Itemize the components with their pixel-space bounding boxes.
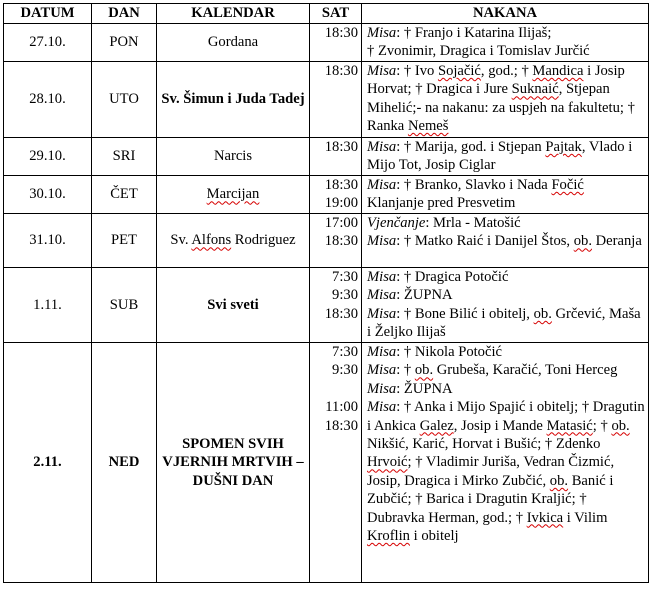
row-date: 30.10. bbox=[4, 176, 92, 214]
table-row bbox=[4, 62, 649, 138]
intention-text: : † Anka i Mijo Spajić i obitelj; † Dragutin i Ankica Galez, Josip i Mande Matasić; † ob. Nikšić, Karić, Horvat i Bušić; † Zdenko Hrvoić; † Vladimir Juriša, Vedran Čizmić, Josip, Dragica i Mirko Zubčić, ob. Banić i Zubčić; † Barica i Dragutin Kraljić; † Dubravka Herman, god.; † Ivkica i Vilim Kroflin i obitelj bbox=[367, 399, 645, 545]
row-day: PON bbox=[92, 24, 157, 62]
intention-label: Misa bbox=[367, 380, 397, 397]
intention-entry bbox=[367, 232, 645, 250]
intention-entry bbox=[367, 361, 645, 379]
row-intentions bbox=[362, 176, 649, 214]
intention-text: : † Ivo Sojačić, god.; † Mandica i Josip Horvat; † Dragica i Jure Suknaić, Stjepan Mihelić;- na nakanu: za uspjeh na fakultetu; † Ranka Nemeš bbox=[367, 63, 635, 135]
intention-text: : † Branko, Slavko i Nada Fočić bbox=[396, 177, 584, 193]
intention-entry bbox=[367, 194, 645, 212]
intention-entry bbox=[367, 176, 645, 194]
row-day: ČET bbox=[92, 176, 157, 214]
row-calendar: Narcis bbox=[157, 138, 310, 176]
intention-label: Misa bbox=[367, 25, 397, 41]
intention-label: Vjenčanje bbox=[367, 215, 426, 231]
table-row bbox=[4, 214, 649, 268]
row-times: 18:30 19:00 bbox=[310, 176, 362, 214]
row-day: NED bbox=[92, 343, 157, 583]
row-calendar: Svi sveti bbox=[157, 268, 310, 343]
schedule-table bbox=[3, 3, 649, 583]
intention-entry bbox=[367, 138, 645, 175]
row-intentions bbox=[362, 343, 649, 583]
table-row bbox=[4, 24, 649, 62]
intention-label: Misa bbox=[367, 287, 397, 304]
row-times: 18:30 bbox=[310, 24, 362, 62]
row-times: 7:30 9:30 18:30 bbox=[310, 268, 362, 343]
intention-text: : † Bone Bilić i obitelj, ob. Grčević, Maša i Željko Ilijaš bbox=[367, 305, 641, 341]
intention-text: Klanjanje pred Presvetim bbox=[367, 195, 516, 212]
intention-text: : ŽUPNA bbox=[396, 380, 453, 397]
intention-entry bbox=[367, 380, 645, 398]
intention-entry bbox=[367, 305, 645, 342]
row-calendar: Marcijan bbox=[157, 176, 310, 214]
intention-text: : ŽUPNA bbox=[396, 287, 453, 304]
row-intentions bbox=[362, 214, 649, 268]
row-date: 28.10. bbox=[4, 62, 92, 138]
row-day: UTO bbox=[92, 62, 157, 138]
row-intentions bbox=[362, 138, 649, 176]
intention-text: : † Franjo i Katarina Ilijaš; bbox=[396, 25, 552, 41]
intention-label: Misa bbox=[367, 139, 397, 155]
row-intentions bbox=[362, 268, 649, 343]
intention-label: Misa bbox=[367, 269, 397, 285]
schedule-body bbox=[4, 24, 649, 583]
table-row bbox=[4, 343, 649, 583]
intention-entry bbox=[367, 24, 645, 42]
intention-text: : † Nikola Potočić bbox=[396, 344, 502, 360]
header-kalendar: KALENDAR bbox=[157, 4, 310, 24]
intention-entry bbox=[367, 343, 645, 361]
row-intentions bbox=[362, 24, 649, 62]
intention-entry bbox=[367, 268, 645, 286]
intention-entry bbox=[367, 62, 645, 136]
row-times: 17:00 18:30 bbox=[310, 214, 362, 268]
row-date: 27.10. bbox=[4, 24, 92, 62]
intention-entry bbox=[367, 42, 645, 60]
row-calendar: Sv. Šimun i Juda Tadej bbox=[157, 62, 310, 138]
intention-text: : Mrla - Matošić bbox=[425, 215, 521, 231]
intention-entry bbox=[367, 214, 645, 232]
row-calendar: Sv. Alfons Rodriguez bbox=[157, 214, 310, 268]
table-row bbox=[4, 176, 649, 214]
row-times: 18:30 bbox=[310, 138, 362, 176]
intention-entry bbox=[367, 398, 645, 545]
row-intentions bbox=[362, 62, 649, 138]
table-row bbox=[4, 138, 649, 176]
intention-label: Misa bbox=[367, 362, 397, 379]
intention-text: : † ob. Grubeša, Karačić, Toni Herceg bbox=[396, 362, 618, 379]
intention-label: Misa bbox=[367, 344, 397, 360]
intention-text: : † Dragica Potočić bbox=[396, 269, 509, 285]
row-date: 2.11. bbox=[4, 343, 92, 583]
row-calendar: Gordana bbox=[157, 24, 310, 62]
intention-label: Misa bbox=[367, 305, 397, 322]
intention-label: Misa bbox=[367, 233, 397, 250]
row-calendar: SPOMEN SVIH VJERNIH MRTVIH – DUŠNI DAN bbox=[157, 343, 310, 583]
intention-label: Misa bbox=[367, 63, 397, 79]
row-date: 29.10. bbox=[4, 138, 92, 176]
table-row bbox=[4, 268, 649, 343]
row-day: SUB bbox=[92, 268, 157, 343]
row-times: 18:30 bbox=[310, 62, 362, 138]
intention-text: : † Matko Raić i Danijel Štos, ob. Deranja bbox=[396, 233, 642, 250]
row-day: PET bbox=[92, 214, 157, 268]
intention-label: Misa bbox=[367, 177, 397, 193]
header-dan: DAN bbox=[92, 4, 157, 24]
row-times: 7:30 9:30 11:00 18:30 bbox=[310, 343, 362, 583]
header-row bbox=[4, 4, 649, 24]
intention-text: † Zvonimir, Dragica i Tomislav Jurčić bbox=[367, 43, 590, 60]
header-sat: SAT bbox=[310, 4, 362, 24]
intention-entry bbox=[367, 286, 645, 304]
row-day: SRI bbox=[92, 138, 157, 176]
intention-text: : † Marija, god. i Stjepan Pajtak, Vlado i Mijo Tot, Josip Ciglar bbox=[367, 139, 633, 174]
header-nakana: NAKANA bbox=[362, 4, 649, 24]
intention-label: Misa bbox=[367, 399, 397, 416]
row-date: 1.11. bbox=[4, 268, 92, 343]
row-date: 31.10. bbox=[4, 214, 92, 268]
header-datum: DATUM bbox=[4, 4, 92, 24]
